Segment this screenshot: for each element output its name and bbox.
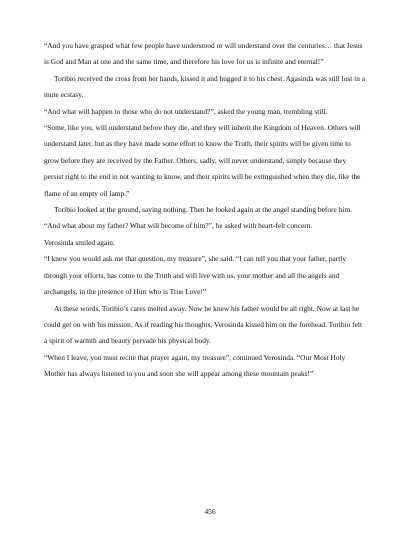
paragraph-4: “Some, like you, will understand before they die, and they will inherit the Kingdom of Heaven. Others will understand later, but as they have made some effort to know the Truth, their spirits will be given time to grow before they are received by the Father. Others, sadly, will never understand, simply because they persist right to the end in not wanting to know, and their spirits will be extinguished when they die, like the flame of an empty oil lamp.” [44, 123, 361, 198]
paragraph-10: “When I leave, you must recite that prayer again, my treasure”, continued Verosinda. “Our Most Holy Mother has always listened to you and soon she will appear among these mountain peaks!” [44, 352, 346, 379]
paragraph-5: Toribio looked at the ground, saying nothing. Then he looked again at the angel standing before him. [54, 205, 352, 215]
paragraph-3: “And what will happen to those who do not understand?”, asked the young man, trembling still. [44, 106, 328, 116]
paragraph-8: “I knew you would ask me that question, my treasure”, she said. “I can tell you that your father, partly through your efforts, has come to the Truth and will live with us, your mother and all the angels and archangels, in the presence of Him who is True Love!” [44, 254, 347, 297]
paragraph-2: Toribio received the cross from her hands, kissed it and hugged it to his chest. Agasinda was still lost in a mute ecstasy. [44, 73, 366, 100]
paragraph-1: “And you have grasped what few people have understood or will understand over the centuries… that Jesus is God and Man at one and the same time, and therefore his love for us is infinite and eternal!” [44, 41, 363, 67]
page-number: 456 [204, 507, 216, 516]
paragraph-7: Verosinda smiled again. [44, 237, 115, 247]
paragraph-6: “And what about my father? What will become of him?”, he asked with heart-felt concern. [44, 221, 313, 231]
paragraph-9: At these words, Toribio’s cares melted away. Now he knew his father would be all right. Now at last he could get on with his mission. As if reading his thoughts, Verosinda kissed him on the forehead. Toribio felt a spirit of warmth and beauty pervade his physical body. [44, 303, 362, 346]
body-text [44, 38, 366, 383]
